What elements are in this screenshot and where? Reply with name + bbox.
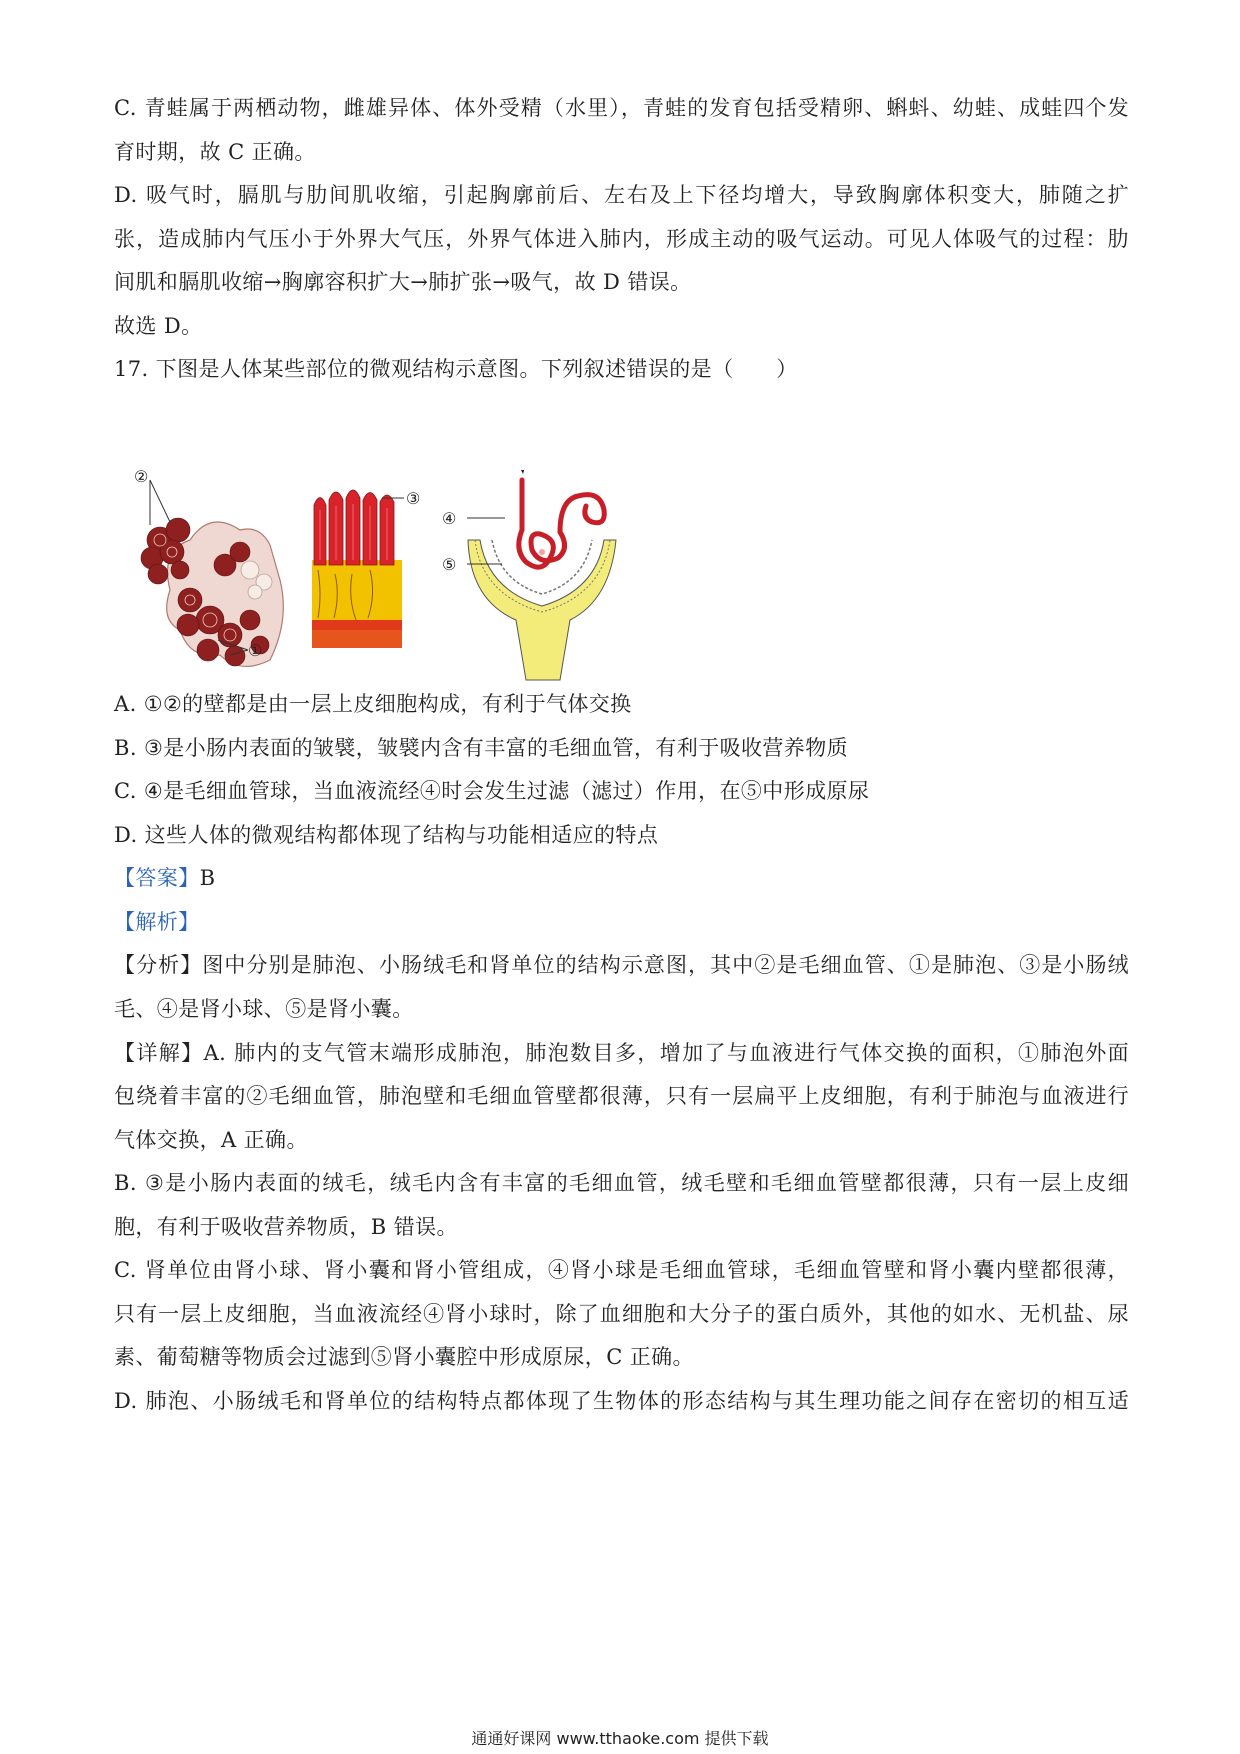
option-a: A. ①②的壁都是由一层上皮细胞构成，有利于气体交换	[114, 692, 632, 716]
label-2: ②	[134, 470, 149, 486]
text-line: C. 青蛙属于两栖动物，雌雄异体、体外受精（水里），青蛙的发育包括受精卵、蝌蚪、幼蛙、成蛙四个发	[114, 96, 1129, 120]
analysis-line: 毛、④是肾小球、⑤是肾小囊。	[114, 997, 414, 1021]
micro-structure-figure	[130, 470, 690, 700]
villi-illustration	[312, 490, 404, 648]
text-line: 故选 D。	[114, 314, 203, 338]
detail-line: 素、葡萄糖等物质会过滤到⑤肾小囊腔中形成原尿，C 正确。	[114, 1345, 694, 1369]
analysis-line: 【分析】图中分别是肺泡、小肠绒毛和肾单位的结构示意图，其中②是毛细血管、①是肺泡、③是小肠绒	[114, 953, 1129, 977]
detail-line: 包绕着丰富的②毛细血管，肺泡壁和毛细血管壁都很薄，只有一层扁平上皮细胞，有利于肺泡与血液进行	[114, 1084, 1129, 1108]
detail-line: 【详解】A. 肺内的支气管末端形成肺泡，肺泡数目多，增加了与血液进行气体交换的面积，①肺泡外面	[114, 1041, 1129, 1065]
analysis-heading	[114, 908, 1129, 936]
question-17-stem: 17. 下图是人体某些部位的微观结构示意图。下列叙述错误的是（ ）	[114, 357, 798, 381]
nephron-illustration	[467, 470, 616, 680]
detail-line: D. 肺泡、小肠绒毛和肾单位的结构特点都体现了生物体的形态结构与其生理功能之间存在密切的相互适	[114, 1389, 1129, 1413]
detail-line: 胞，有利于吸收营养物质，B 错误。	[114, 1215, 458, 1239]
label-3: ③	[406, 489, 421, 508]
text-line: D. 吸气时，膈肌与肋间肌收缩，引起胸廓前后、左右及上下径均增大，导致胸廓体积变大，肺随之扩	[114, 183, 1129, 207]
option-b: B. ③是小肠内表面的皱襞，皱襞内含有丰富的毛细血管，有利于吸收营养物质	[114, 736, 849, 760]
label-4: ④	[442, 509, 457, 528]
answer-line	[114, 864, 1129, 892]
label-5: ⑤	[442, 555, 457, 574]
answer-tag: 【答案】	[114, 866, 200, 890]
text-line: 张，造成肺内气压小于外界大气压，外界气体进入肺内，形成主动的吸气运动。可见人体吸气的过程：肋	[114, 227, 1129, 251]
text-line: 间肌和膈肌收缩→胸廓容积扩大→肺扩张→吸气，故 D 错误。	[114, 270, 692, 294]
option-d: D. 这些人体的微观结构都体现了结构与功能相适应的特点	[114, 823, 659, 847]
detail-line: 只有一层上皮细胞，当血液流经④肾小球时，除了血细胞和大分子的蛋白质外，其他的如水、无机盐、尿	[114, 1302, 1129, 1326]
option-c: C. ④是毛细血管球，当血液流经④时会发生过滤（滤过）作用，在⑤中形成原尿	[114, 779, 870, 803]
detail-line: 气体交换，A 正确。	[114, 1128, 308, 1152]
alveoli-illustration	[141, 480, 283, 666]
label-1: ①	[248, 641, 263, 660]
detail-line: C. 肾单位由肾小球、肾小囊和肾小管组成，④肾小球是毛细血管球，毛细血管壁和肾小囊内壁都很薄，	[114, 1258, 1129, 1282]
text-line: 育时期，故 C 正确。	[114, 140, 316, 164]
answer-value: B	[199, 866, 216, 890]
detail-line: B. ③是小肠内表面的绒毛，绒毛内含有丰富的毛细血管，绒毛壁和毛细血管壁都很薄，只有一层上皮细	[114, 1171, 1129, 1195]
page-footer: 通通好课网 www.tthaoke.com 提供下载	[471, 1729, 769, 1748]
analysis-tag: 【解析】	[114, 910, 200, 934]
